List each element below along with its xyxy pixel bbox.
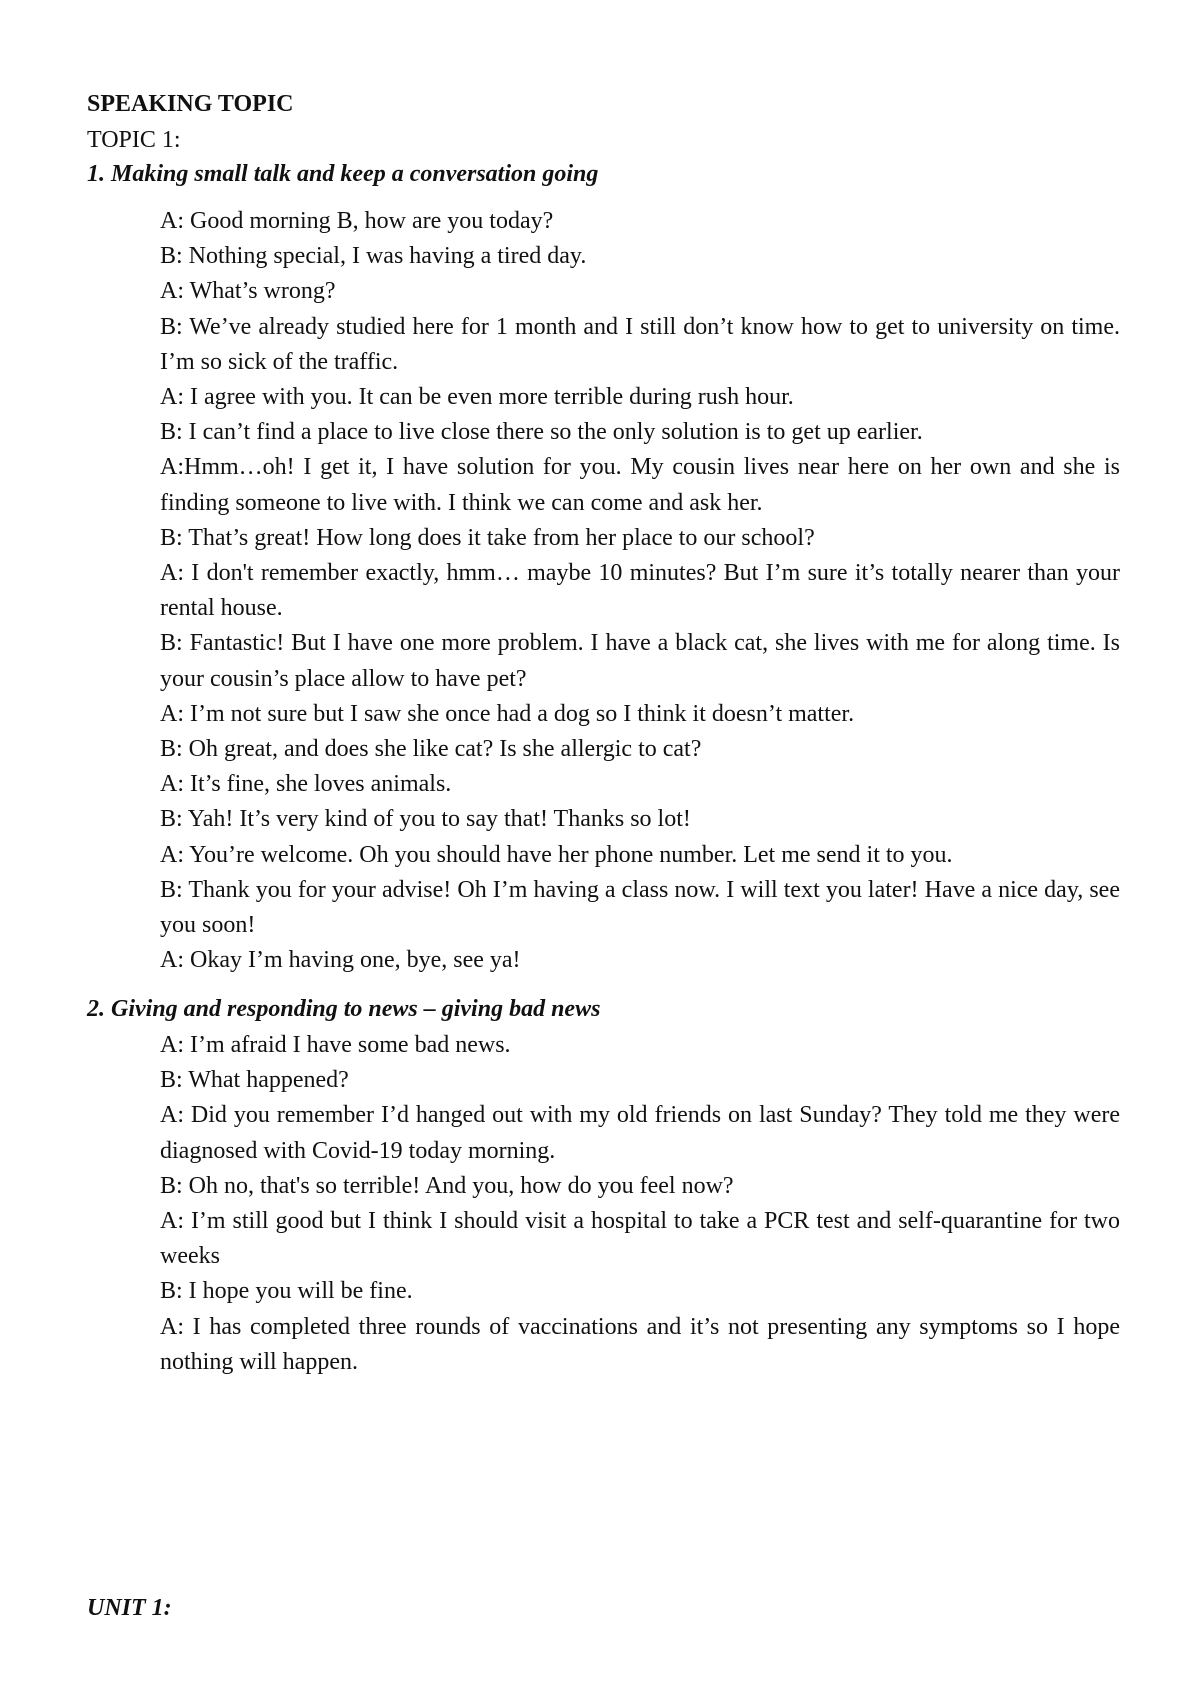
dialogue-bad-news <box>160 1028 1120 1380</box>
dialogue-line: B: We’ve already studied here for 1 month and I still don’t know how to get to university on time. I’m so sick of the traffic. <box>160 313 1120 375</box>
dialogue-line: A: I has completed three rounds of vaccinations and it’s not presenting any symptoms so I hope nothing will happen. <box>160 1313 1120 1375</box>
document-title: SPEAKING TOPIC <box>87 91 294 117</box>
dialogue-line: A: Did you remember I’d hanged out with my old friends on last Sunday? They told me they were diagnosed with Covid-19 today morning. <box>160 1102 1120 1164</box>
unit-label: UNIT 1: <box>87 1595 172 1621</box>
dialogue-line: B: Fantastic! But I have one more problem. I have a black cat, she lives with me for along time. Is your cousin’s place allow to have pet? <box>160 630 1120 692</box>
dialogue-line: B: Thank you for your advise! Oh I’m having a class now. I will text you later! Have a nice day, see you soon! <box>160 876 1120 939</box>
dialogue-line: A: Okay I’m having one, bye, see ya! <box>160 947 521 974</box>
dialogue-line: A: I don't remember exactly, hmm… maybe 10 minutes? But I’m sure it’s totally nearer than your rental house. <box>160 560 1120 622</box>
dialogue-line: A: I’m still good but I think I should visit a hospital to take a PCR test and self-quarantine for two weeks <box>160 1208 1120 1270</box>
dialogue-line: A:Hmm…oh! I get it, I have solution for you. My cousin lives near here on her own and she is finding someone to live with. I think we can come and ask her. <box>160 454 1120 516</box>
dialogue-line: A: You’re welcome. Oh you should have her phone number. Let me send it to you. <box>160 841 953 868</box>
dialogue-line: A: I’m afraid I have some bad news. <box>160 1032 511 1058</box>
dialogue-line: B: I hope you will be fine. <box>160 1278 413 1305</box>
dialogue-line: A: What’s wrong? <box>160 278 336 305</box>
dialogue-line: A: I’m not sure but I saw she once had a dog so I think it doesn’t matter. <box>160 700 855 727</box>
dialogue-line: A: Good morning B, how are you today? <box>160 208 554 234</box>
section-heading-small-talk: 1. Making small talk and keep a conversation going <box>87 161 599 187</box>
section-heading-bad-news: 2. Giving and responding to news – giving bad news <box>87 996 601 1022</box>
dialogue-line: B: I can’t find a place to live close there so the only solution is to get up earlier. <box>160 419 923 446</box>
dialogue-line: B: Yah! It’s very kind of you to say that! Thanks so lot! <box>160 806 691 833</box>
dialogue-line: A: It’s fine, she loves animals. <box>160 771 452 798</box>
dialogue-line: B: That’s great! How long does it take from her place to our school? <box>160 524 815 551</box>
dialogue-line: B: Oh no, that's so terrible! And you, how do you feel now? <box>160 1172 734 1199</box>
topic-label: TOPIC 1: <box>87 127 181 153</box>
dialogue-small-talk <box>160 204 1120 978</box>
dialogue-line: A: I agree with you. It can be even more terrible during rush hour. <box>160 384 794 411</box>
dialogue-line: B: What happened? <box>160 1067 349 1094</box>
dialogue-line: B: Nothing special, I was having a tired day. <box>160 243 587 270</box>
dialogue-line: B: Oh great, and does she like cat? Is she allergic to cat? <box>160 736 702 763</box>
